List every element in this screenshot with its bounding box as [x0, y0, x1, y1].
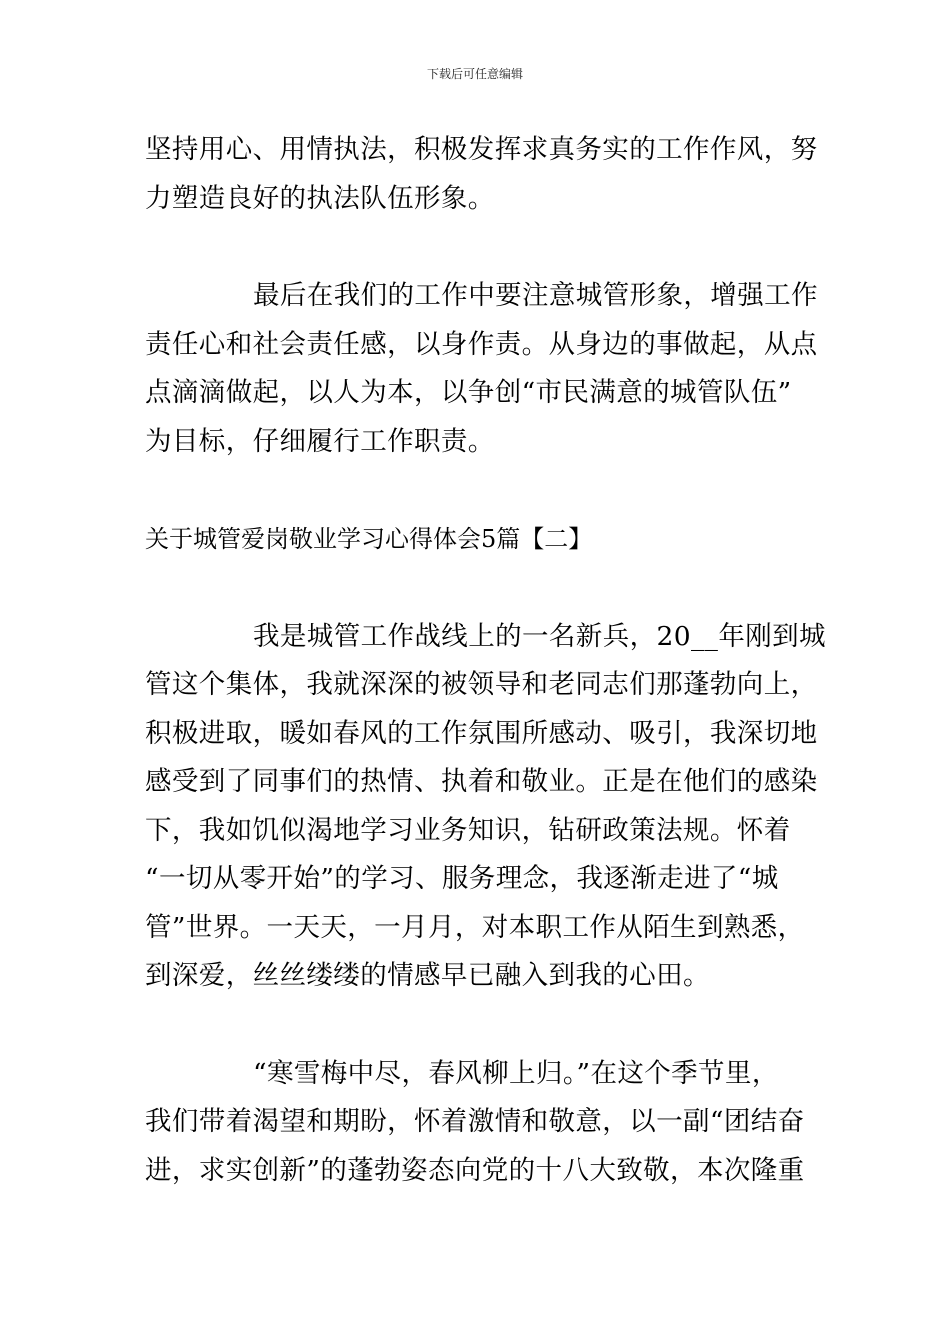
- document-body: [145, 126, 826, 1195]
- paragraph: [145, 613, 826, 1001]
- text-line: 到深爱，丝丝缕缕的情感早已融入到我的心田。: [145, 960, 710, 991]
- paragraph: [145, 126, 818, 223]
- text-line: 力塑造良好的执法队伍形象。: [145, 182, 495, 214]
- section-heading: 关于城管爱岗敬业学习心得体会5篇【二】: [145, 525, 593, 553]
- text-line: 感受到了同事们的热情、执着和敬业。正是在他们的感染: [145, 766, 818, 797]
- paragraph-spacer: [145, 1001, 815, 1050]
- text-line: 责任心和社会责任感，以身作责。从身边的事做起，从点: [145, 328, 818, 360]
- paragraph: [145, 272, 818, 466]
- text-line: 管这个集体，我就深深的被领导和老同志们那蓬勃向上，: [145, 669, 818, 700]
- text-line: 进，求实创新”的蓬勃姿态向党的十八大致敬，本次隆重: [145, 1154, 805, 1186]
- text-line: 我是城管工作战线上的一名新兵，20__年刚到城: [253, 620, 826, 652]
- paragraph-spacer: [145, 466, 815, 515]
- paragraph-spacer: [145, 564, 815, 613]
- page-header: 下载后可任意编辑: [426, 67, 523, 81]
- text-line: 我们带着渴望和期盼，怀着激情和敬意，以一副“团结奋: [145, 1106, 805, 1137]
- text-line: 最后在我们的工作中要注意城管形象，增强工作: [253, 280, 818, 311]
- paragraph: [145, 1050, 815, 1196]
- paragraph-spacer: [145, 223, 815, 272]
- text-line: “寒雪梅中尽，春风柳上归。”在这个季节里，: [253, 1057, 779, 1089]
- text-line: 下，我如饥似渴地学习业务知识，钻研政策法规。怀着: [145, 814, 791, 846]
- text-line: 管”世界。一天天，一月月，对本职工作从陌生到熟悉，: [145, 911, 805, 943]
- text-line: 积极进取，暖如春风的工作氛围所感动、吸引，我深切地: [145, 717, 818, 749]
- text-line: 为目标，仔细履行工作职责。: [145, 425, 495, 457]
- text-line: 坚持用心、用情执法，积极发挥求真务实的工作作风，努: [145, 134, 818, 165]
- text-line: 点滴滴做起，以人为本，以争创“市民满意的城管队伍”: [145, 377, 792, 408]
- text-line: “一切从零开始”的学习、服务理念，我逐渐走进了“城: [145, 863, 779, 894]
